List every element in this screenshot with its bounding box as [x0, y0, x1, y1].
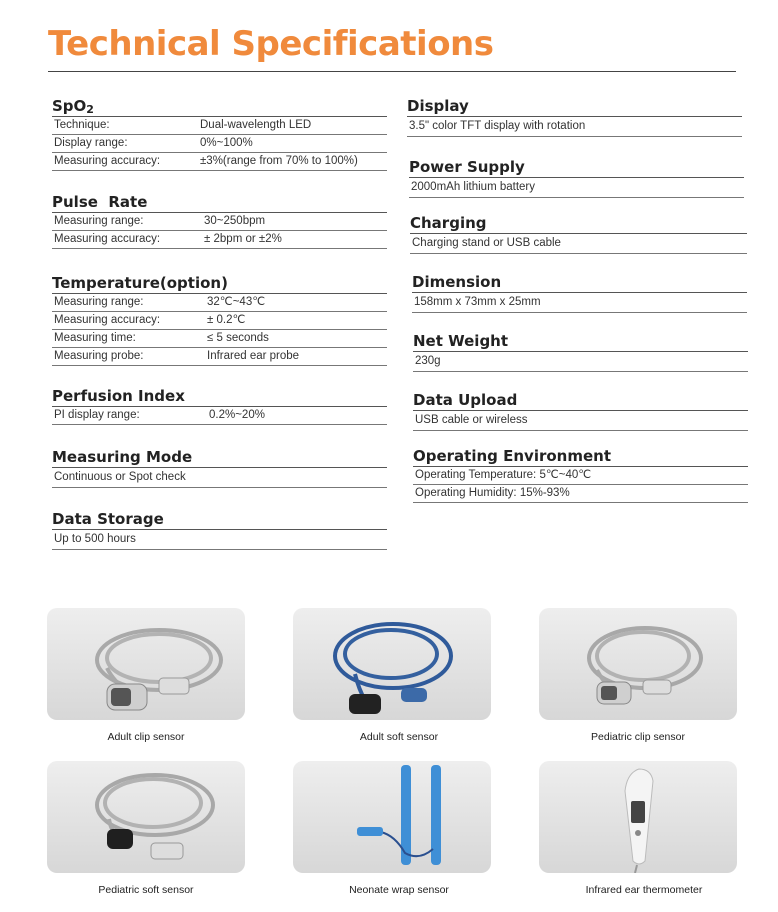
product-caption: Adult soft sensor: [359, 731, 439, 743]
spo2-heading: SpO2: [52, 97, 94, 116]
charging-heading: Charging: [410, 214, 487, 232]
data-upload-heading: Data Upload: [413, 391, 518, 409]
spec-text: Operating Temperature: 5℃~40℃: [415, 469, 592, 481]
spec-row: [410, 234, 747, 254]
spec-row: [52, 348, 387, 366]
spec-row: [52, 294, 387, 312]
spec-label: PI display range:: [54, 409, 140, 421]
spec-label: Display range:: [54, 137, 128, 149]
spec-text: Operating Humidity: 15%-93%: [415, 487, 570, 499]
spec-row: [407, 117, 742, 137]
spec-label: Measuring range:: [54, 296, 144, 308]
spo2-section: [52, 96, 387, 171]
spec-text: 3.5" color TFT display with rotation: [409, 120, 586, 132]
pulse-rate-section: [52, 192, 387, 249]
spec-row: [52, 213, 387, 231]
spec-row: [413, 352, 748, 372]
charging-section: [410, 213, 747, 254]
spec-label: Measuring time:: [54, 332, 136, 344]
spec-row: [413, 485, 748, 503]
product-caption: Pediatric clip sensor: [591, 731, 685, 743]
spec-label: Technique:: [54, 119, 110, 131]
spec-value: 0%~100%: [200, 137, 253, 149]
spec-row: [52, 407, 387, 425]
operating-environment-heading: Operating Environment: [413, 447, 612, 465]
spec-value: Dual-wavelength LED: [200, 119, 312, 131]
spec-text: Continuous or Spot check: [54, 471, 186, 483]
data-storage-heading: Data Storage: [52, 510, 164, 528]
spec-text: 2000mAh lithium battery: [411, 181, 536, 193]
perfusion-index-heading: Perfusion Index: [52, 387, 185, 405]
display-section: [407, 96, 742, 137]
power-supply-heading: Power Supply: [409, 158, 525, 176]
temperature-heading: Temperature(option): [52, 274, 228, 292]
dimension-section: [412, 272, 747, 313]
spec-text: USB cable or wireless: [415, 414, 528, 426]
spec-value: ± 0.2℃: [207, 314, 246, 326]
spec-row: [52, 231, 387, 249]
spec-value: Infrared ear probe: [207, 350, 300, 362]
product-image-adult-clip-sensor: [47, 608, 245, 720]
spec-value: 30~250bpm: [204, 215, 266, 227]
spec-label: Measuring accuracy:: [54, 155, 161, 167]
spec-value: 0.2%~20%: [209, 409, 265, 421]
product-caption: Pediatric soft sensor: [98, 884, 194, 896]
spec-row: [52, 468, 387, 488]
spec-text: Up to 500 hours: [54, 533, 136, 545]
perfusion-index-section: [52, 386, 387, 425]
spec-text: 158mm x 73mm x 25mm: [414, 296, 541, 308]
spec-row: [52, 312, 387, 330]
spec-row: [409, 178, 744, 198]
spec-value: ≤ 5 seconds: [207, 332, 269, 344]
product-caption: Adult clip sensor: [107, 731, 185, 743]
display-heading: Display: [407, 97, 469, 115]
spec-row: [52, 530, 387, 550]
title-divider: [48, 71, 736, 72]
page-title: Technical Specifications: [48, 24, 494, 64]
power-supply-section: [409, 157, 744, 198]
measuring-mode-section: [52, 447, 387, 488]
pulse-rate-heading: Pulse Rate: [52, 193, 148, 211]
spec-value: ± 2bpm or ±2%: [204, 233, 282, 245]
product-caption: Neonate wrap sensor: [349, 884, 449, 896]
spec-row: [412, 293, 747, 313]
spec-text: 230g: [415, 355, 441, 367]
spec-row: [52, 330, 387, 348]
operating-environment-section: [413, 446, 748, 503]
spec-label: Measuring range:: [54, 215, 144, 227]
spec-row: [52, 135, 387, 153]
spec-row: [52, 153, 387, 171]
spec-label: Measuring accuracy:: [54, 233, 161, 245]
spec-row: [413, 467, 748, 485]
spec-value: ±3%(range from 70% to 100%): [200, 155, 358, 167]
dimension-heading: Dimension: [412, 273, 502, 291]
spec-label: Measuring probe:: [54, 350, 144, 362]
spec-value: 32℃~43℃: [207, 296, 266, 308]
net-weight-section: [413, 331, 748, 372]
temperature-section: [52, 273, 387, 366]
net-weight-heading: Net Weight: [413, 332, 509, 350]
product-image-pediatric-clip-sensor: [539, 608, 737, 720]
spec-row: [413, 411, 748, 431]
spec-row: [52, 117, 387, 135]
spec-text: Charging stand or USB cable: [412, 237, 561, 249]
spec-label: Measuring accuracy:: [54, 314, 161, 326]
product-caption: Infrared ear thermometer: [585, 884, 703, 896]
measuring-mode-heading: Measuring Mode: [52, 448, 193, 466]
data-upload-section: [413, 390, 748, 431]
product-image-infrared-ear-thermometer: [539, 761, 737, 873]
product-image-neonate-wrap-sensor: [293, 761, 491, 873]
product-image-adult-soft-sensor: [293, 608, 491, 720]
product-image-pediatric-soft-sensor: [47, 761, 245, 873]
data-storage-section: [52, 509, 387, 550]
